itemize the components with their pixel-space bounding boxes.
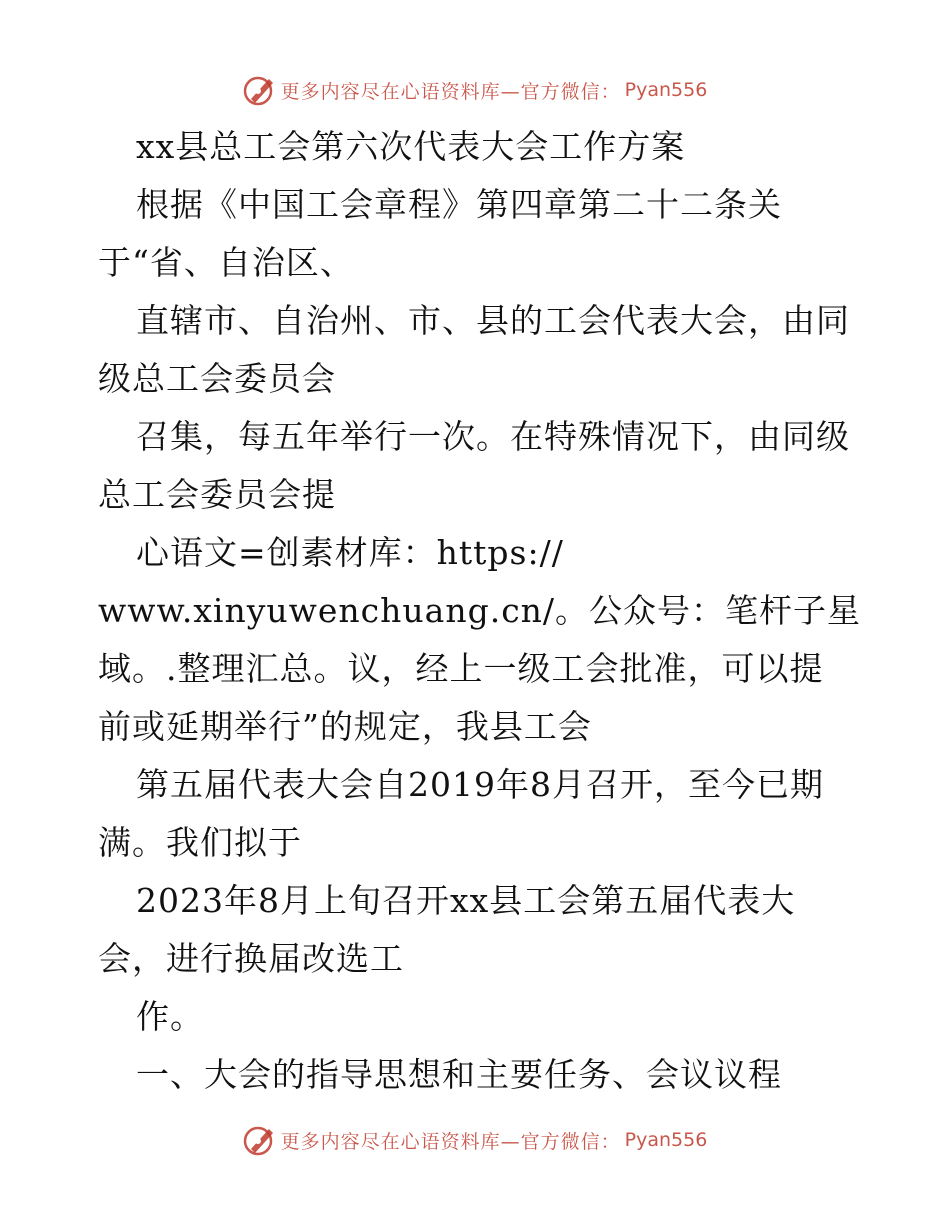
paragraph-line: 会，进行换届改选工: [98, 939, 404, 978]
document-body: [98, 118, 862, 1104]
banner-wechat-id: Pyan556: [624, 79, 708, 101]
paragraph-line: www.xinyuwenchuang.cn/。公众号：笔杆子星: [98, 591, 862, 630]
banner-wechat-id: Pyan556: [624, 1129, 708, 1151]
pen-logo-icon: [243, 1123, 277, 1157]
paragraph-line: 2023年8月上旬召开xx县工会第五届代表大: [136, 881, 796, 920]
document-title: xx县总工会第六次代表大会工作方案: [136, 127, 686, 166]
paragraph-line: 第五届代表大会自2019年8月召开，至今已期: [136, 765, 824, 804]
paragraph-line: 于“省、自治区、: [98, 243, 354, 282]
paragraph-line: 直辖市、自治州、市、县的工会代表大会，由同: [136, 301, 850, 340]
banner-text: 更多内容尽在心语资料库—官方微信：: [280, 80, 621, 103]
paragraph-line: 级总工会委员会: [98, 359, 336, 398]
pen-logo-icon: [243, 73, 277, 107]
paragraph-line: 召集，每五年举行一次。在特殊情况下，由同级: [136, 417, 850, 456]
paragraph-line: 满。我们拟于: [98, 823, 302, 862]
paragraph-line: 心语文=创素材库：https://: [136, 533, 564, 572]
paragraph-line: 域。.整理汇总。议，经上一级工会批准，可以提: [98, 649, 824, 688]
paragraph-line: 前或延期举行”的规定，我县工会: [98, 707, 592, 746]
section-heading: 一、大会的指导思想和主要任务、会议议程: [136, 1055, 782, 1094]
paragraph-line: 作。: [136, 997, 204, 1036]
paragraph-line: 总工会委员会提: [98, 475, 336, 514]
banner-text: 更多内容尽在心语资料库—官方微信：: [280, 1130, 621, 1153]
header-banner: [0, 70, 950, 110]
paragraph-line: 根据《中国工会章程》第四章第二十二条关: [136, 185, 782, 224]
footer-banner: [0, 1120, 950, 1160]
